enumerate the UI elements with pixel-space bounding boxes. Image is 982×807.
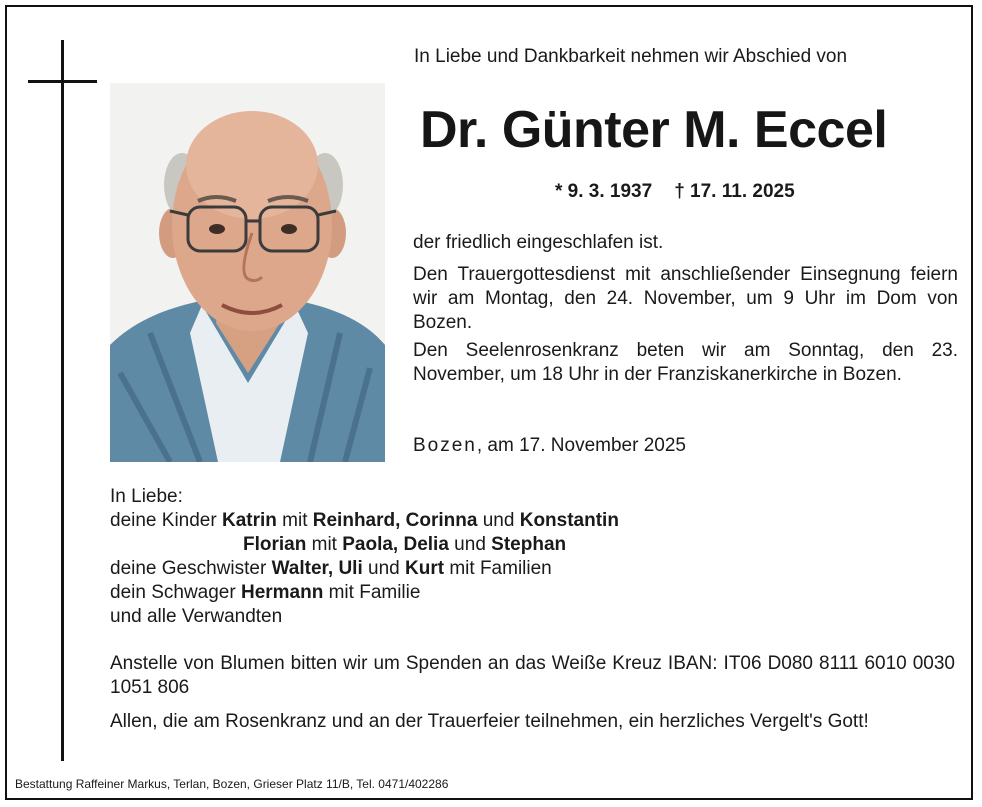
funeral-service-text: Den Trauergottesdienst mit anschließender Einsegnung feiern wir am Montag, den 24. November, um 9 Uhr im Dom von Bozen. — [413, 264, 958, 333]
passing-note: der friedlich eingeschlafen ist. — [413, 232, 664, 253]
thanks-text: Allen, die am Rosenkranz und an der Trauerfeier teilnehmen, ein herzliches Vergelt's Gott! — [110, 711, 869, 732]
portrait-photo — [110, 83, 385, 462]
death-date: † 17. 11. 2025 — [674, 181, 795, 202]
mourners-heading: In Liebe: — [110, 486, 183, 507]
donation-request: Anstelle von Blumen bitten wir um Spenden an das Weiße Kreuz IBAN: IT06 D080 8111 6010 0030 1051 806 — [110, 653, 955, 698]
life-dates — [555, 181, 795, 203]
mourners-children-line-2: Florian mit Paola, Delia und Stephan — [243, 534, 567, 555]
deceased-name: Dr. Günter M. Eccel — [420, 101, 888, 159]
place-date-line — [413, 435, 686, 457]
mourners-siblings: deine Geschwister Walter, Uli und Kurt mit Familien — [110, 558, 552, 579]
cross-icon-horizontal — [28, 80, 97, 83]
birth-date: * 9. 3. 1937 — [555, 181, 653, 202]
date: , am 17. November 2025 — [476, 435, 686, 456]
mourners-children-line-1: deine Kinder Katrin mit Reinhard, Corinna und Konstantin — [110, 510, 619, 531]
mourners-list — [110, 485, 619, 629]
intro-line: In Liebe und Dankbarkeit nehmen wir Abschied von — [414, 46, 848, 67]
portrait-illustration — [110, 83, 385, 462]
mourners-brother-in-law: dein Schwager Hermann mit Familie — [110, 582, 421, 603]
mourners-relatives: und alle Verwandten — [110, 606, 283, 627]
funeral-home-footer: Bestattung Raffeiner Markus, Terlan, Bozen, Grieser Platz 11/B, Tel. 0471/402286 — [15, 777, 449, 791]
rosary-text: Den Seelenrosenkranz beten wir am Sonntag, den 23. November, um 18 Uhr in der Franziskanerkirche in Bozen. — [413, 340, 958, 385]
cross-icon-vertical — [61, 40, 64, 761]
place: Bozen — [413, 435, 477, 456]
